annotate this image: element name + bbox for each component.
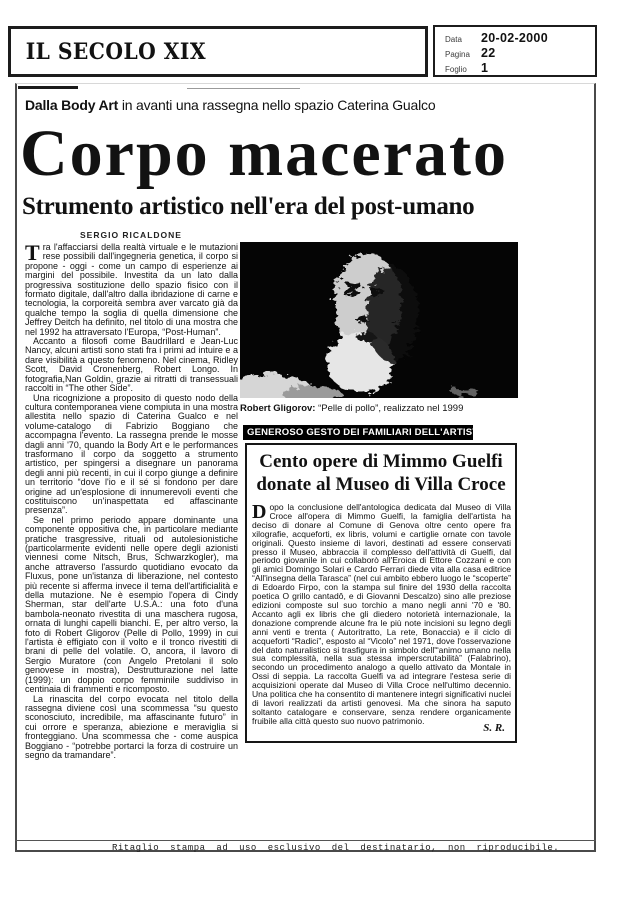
date-label: Data — [445, 35, 462, 44]
article-title: Corpo macerato — [20, 117, 509, 190]
kicker-bold: Dalla Body Art — [25, 97, 119, 113]
frame-top-segment-faint — [187, 88, 300, 89]
newspaper-masthead: IL SECOLO XIX — [25, 38, 207, 65]
date-value: 20-02-2000 — [481, 31, 548, 45]
sidebox-title — [245, 450, 517, 496]
sidebox-title-line2: donate al Museo di Villa Croce — [256, 474, 506, 495]
masthead-box — [8, 26, 428, 77]
kicker — [25, 97, 435, 113]
frame-top-segment — [18, 86, 78, 89]
sidebox-body — [252, 503, 511, 726]
article-photo — [240, 242, 518, 398]
footer-disclaimer: Ritaglio stampa ad uso esclusivo del destinatario, non riproducibile. — [112, 843, 560, 853]
drop-cap: T — [25, 240, 40, 265]
sidebox-banner: GENEROSO GESTO DEI FAMILIARI DELL'ARTISTA — [243, 425, 473, 440]
paragraph-3: Una ricognizione a proposito di questo nodo della cultura contemporanea viene compiuta in una mostra allestita nello spazio di Caterina Gualco e nel volume-catalogo di Fabrizio Boggiano che accompagna l'evento. La rassegna prende le mosse dagli anni '70, quando la Body Art e le performances trasformano il corpo da soggetto a strumento artistico, per spingersi a disegnare un panorama degli anni più recenti, in cui il corpo giunge a definire un territorio “dove l'io e il sé si fondono per dare origine ad un'esplosione di innumerevoli eventi che costituiscono un'inaspettata ed affascinante presenza”. — [25, 392, 238, 516]
article-subtitle: Strumento artistico nell'era del post-umano — [22, 193, 475, 220]
sheet-label: Foglio — [445, 65, 467, 74]
article-body-column — [25, 240, 238, 760]
footer-rule — [15, 840, 596, 841]
page-value: 22 — [481, 46, 496, 60]
sidebox-title-line1: Cento opere di Mimmo Guelfi — [259, 451, 503, 472]
kicker-rest: in avanti una rassegna nello spazio Caterina Gualco — [118, 97, 436, 113]
paragraph-4: Se nel primo periodo appare dominante una componente oppositiva che, in particolare mediante pratiche trasgressive, rituali od autolesionistiche (particolarmente evidenti nelle opere degli azionisti viennesi come Nitsch, Brus, Schwarzkogler), ma anche attraverso l'assurdo quotidiano evocato da Fluxus, pone un'istanza di liberazione, nel contesto più recente si afferma invece il tema dell'artificialità e della mutazione. Ne è esempio l'opera di Cindy Sherman, star dell'arte U.S.A.: una foto d'una bambola-neonato rivestita di una maschera rugosa, ornata di lunghi capelli bianchi. E, per altro verso, la foto di Robert Gligorov (Pelle di Pollo, 1999) in cui l'artista è effigiato con il volto e il tronco rivestiti di brani di pelle del volatile. O, ancora, il lavoro di Sergio Muratore (con Angelo Pretolani il solo genovese in mostra), Destrutturazione nel latte (1999): un doppio corpo femminile suddiviso in centinaia di frammenti e ricomposto. — [25, 514, 238, 695]
sidebox-signature: S. R. — [483, 722, 505, 734]
paragraph-1 — [25, 240, 238, 337]
sheet-value: 1 — [481, 61, 489, 75]
byline: SERGIO RICALDONE — [80, 230, 182, 240]
page-label: Pagina — [445, 50, 470, 59]
meta-row-page — [445, 46, 595, 61]
paragraph-2: Accanto a filosofi come Baudrillard e Jean-Luc Nancy, alcuni artisti sono stati fra i primi ad intuire e a dare visibilità a questo fenomeno. Nel cinema, Ridley Scott, David Cronenberg, Robert Longo. In fotografia,Nan Goldin, grazie ai ritratti di transessuali raccolti in “The other Side”. — [25, 336, 238, 394]
sidebox-drop-cap: D — [252, 501, 267, 523]
paragraph-5: La rinascita del corpo evocata nel titolo della rassegna diviene così una scommessa “su questo sconosciuto, incredibile, ma affascinante futuro” in cui orrore e speranza, abiezione e meraviglia si fronteggiano. Una scommessa che - come auspica Boggiano - “potrebbe portarci la forza di costruire un segno da tramandare”. — [25, 693, 238, 760]
photo-caption — [240, 403, 463, 414]
sidebox-body-text: opo la conclusione dell'antologica dedicata dal Museo di Villa Croce all'opera di Mimmo Guelfi, la famiglia dell'artista ha deciso di donare al Comune di Genova oltre cento opere fra xilografie, acqueforti, ex libris, volumi e cartiglie ornate con tavole originali. Questo insieme di lavori, destinati ad essere conservati presso il Museo, abbraccia il complesso dell'attività di Guelfi, dal periodo giovanile in cui collaborò all'Eroica di Ettore Cozzani e con gli amici Domingo Solari e Cardo Ferrari diede vita alla casa editrice “All'insegna della Tarasca” (nel cui ambito ebbero luogo le “scoperte” di Edoardo Firpo, con la stampa sul finire del 1930 della raccolta poetica O grillo cantadô, e di Giovanni Descalzo) sino alle preziose edizioni composte sul suo torchio a mano negli anni '70 e '80. Accanto agli ex libris che gli diedero notorietà internazionale, la donazione comprende alcune fra le più note incisioni su legno degli anni venti e trenta ( Autoritratto, La rete, Bonaccia) e il ciclo di acqueforti “Radici”, esposto al “Vicolo” nel 1971, dove l'osservazione del dato naturalistico si trasfigura in simbolo dell'“animo umano nella sua complessità, nella sua stessa imperscrutabilità” (Falabrino), secondo un procedimento analogo a quello attivato da Montale in Ossi di seppia. La raccolta Guelfi va ad integrare l'estesa serie di acquisizioni operate dal Museo di Villa Croce nell'ultimo decennio. Una politica che ha consentito di mantenere integri significativi nuclei di lavori realizzati da artisti genovesi. Ma che sinora ha saputo soltanto catalogare e conservare, senza rendere organicamente fruibile alla città questo suo nuovo patrimonio. — [252, 502, 511, 726]
photo-caption-text: “Pelle di pollo”, realizzato nel 1999 — [315, 403, 464, 414]
clipping-meta-box — [433, 25, 597, 77]
meta-row-sheet — [445, 61, 595, 76]
photo-caption-author: Robert Gligorov: — [240, 403, 316, 414]
photo-face-artwork — [240, 242, 518, 398]
meta-row-date — [445, 31, 595, 46]
paragraph-1-text: ra l'affacciarsi della realtà virtuale e le mutazioni rese possibili dall'ingegneria genetica, il corpo si propone - oggi - come un campo di esperienze ai margini del possibile. Investita da un lato dalla progressiva sostituzione dello spazio fisico con il formato digitale, dall'altro dalla ibridazione di carne e tecnologia, la corporeità sembra aver varcato già da qualche tempo la soglia di quella dimensione che Jeffrey Deitch ha definito, nel titolo di una mostra che nel 1992 ha attraversato l'Europa, “Post-Human”. — [25, 242, 238, 337]
